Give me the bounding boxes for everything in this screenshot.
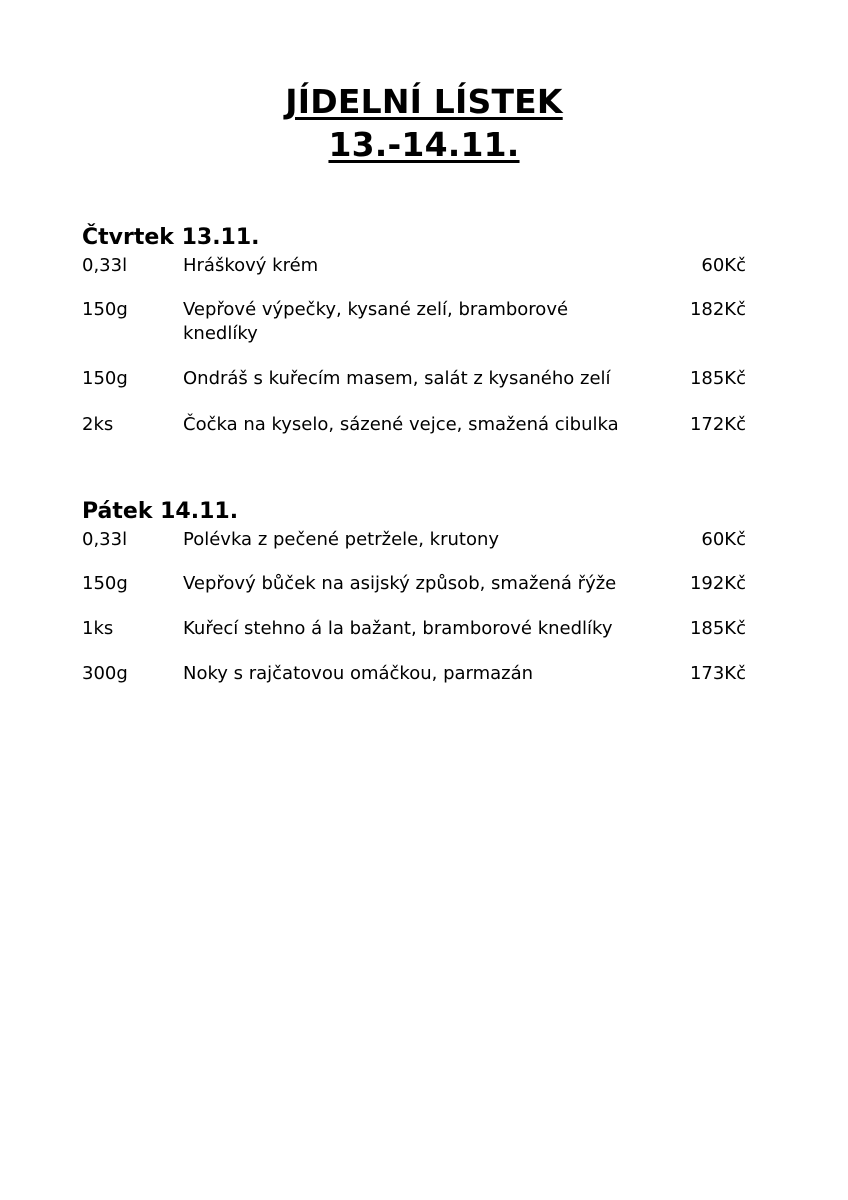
item-price: 182Kč [689, 299, 746, 320]
menu-title-line2: 13.-14.11. [328, 125, 520, 164]
item-name: Hráškový krém [183, 255, 319, 276]
item-name: Polévka z pečené petržele, krutony [183, 529, 500, 550]
item-quantity: 2ks [82, 414, 114, 435]
item-name: Vepřový bůček na asijský způsob, smažená řýže [183, 573, 617, 594]
menu-title-line1: JÍDELNÍ LÍSTEK [285, 82, 563, 121]
item-price: 192Kč [689, 573, 746, 594]
menu-title [0, 80, 848, 166]
item-name: Kuřecí stehno á la bažant, bramborové knedlíky [183, 618, 613, 639]
item-price: 185Kč [689, 368, 746, 389]
item-quantity: 300g [82, 663, 128, 684]
item-price: 172Kč [689, 414, 746, 435]
item-quantity: 0,33l [82, 255, 128, 276]
day-heading-thursday: Čtvrtek 13.11. [82, 225, 260, 250]
item-price: 185Kč [689, 618, 746, 639]
item-name: Ondráš s kuřecím masem, salát z kysaného zelí [183, 368, 611, 389]
item-name: Noky s rajčatovou omáčkou, parmazán [183, 663, 534, 684]
item-price: 60Kč [701, 529, 746, 550]
item-quantity: 150g [82, 299, 128, 320]
item-quantity: 150g [82, 573, 128, 594]
item-quantity: 0,33l [82, 529, 128, 550]
item-quantity: 1ks [82, 618, 114, 639]
day-heading-friday: Pátek 14.11. [82, 499, 239, 524]
item-name: Vepřové výpečky, kysané zelí, bramborové knedlíky [183, 299, 569, 344]
item-price: 173Kč [689, 663, 746, 684]
item-name: Čočka na kyselo, sázené vejce, smažená cibulka [183, 414, 619, 435]
item-price: 60Kč [701, 255, 746, 276]
item-quantity: 150g [82, 368, 128, 389]
